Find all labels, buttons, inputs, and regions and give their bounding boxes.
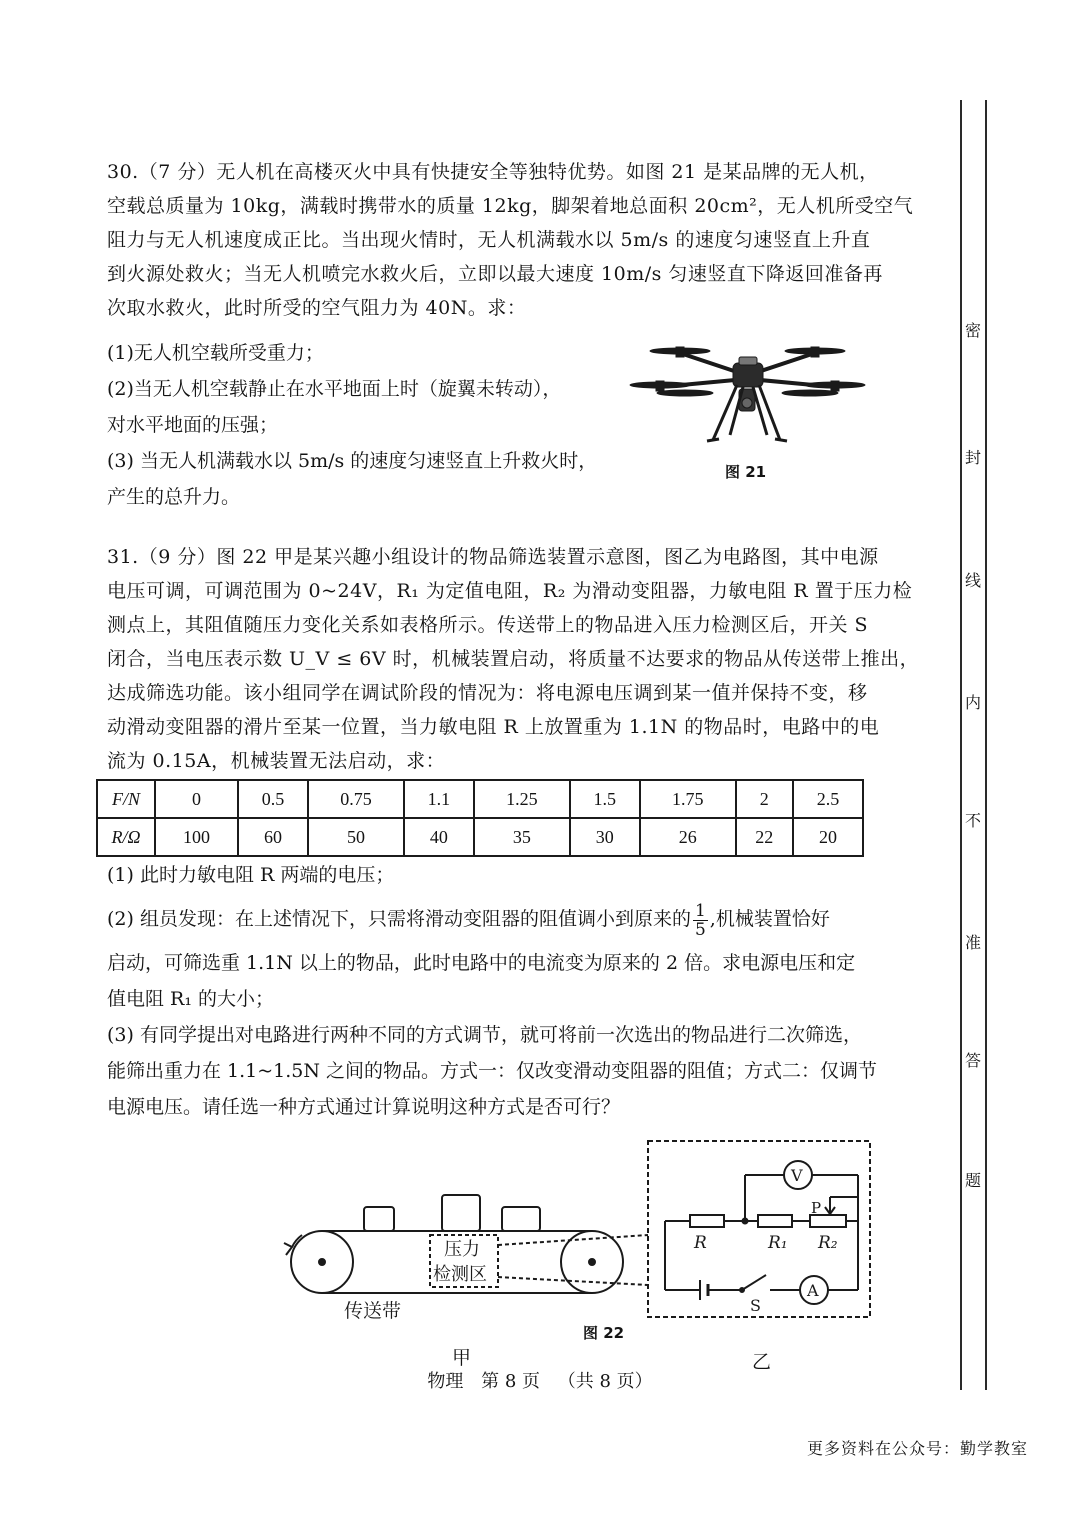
belt-label: 传送带 — [344, 1300, 402, 1322]
voltmeter-label: V — [791, 1166, 803, 1185]
text-line: (3) 当无人机满载水以 5m/s 的速度匀速竖直上升救火时， — [107, 450, 598, 472]
text-line: 阻力与无人机速度成正比。当出现火情时，无人机满载水以 5m/s 的速度匀速竖直上升直 — [107, 229, 871, 251]
text-line — [107, 893, 897, 945]
item-box — [502, 1207, 540, 1231]
resistor-R-label: R — [694, 1233, 707, 1253]
zone-label-line2: 检测区 — [433, 1264, 487, 1285]
page-footer — [0, 1367, 1080, 1393]
resistor-R1 — [758, 1215, 792, 1227]
table-cell: 20 — [793, 818, 863, 856]
fraction-denominator: 5 — [694, 919, 706, 940]
text-fragment: (2) 组员发现：在上述情况下，只需将滑动变阻器的阻值调小到原来的 — [107, 908, 691, 930]
figure-22-diagram — [270, 1135, 880, 1365]
table-cell: 35 — [474, 818, 570, 856]
figure-21-caption: 图 21 — [725, 463, 767, 481]
resistor-R — [690, 1215, 724, 1227]
table-cell: 60 — [238, 818, 308, 856]
text-line: 电源电压。请任选一种方式通过计算说明这种方式是否可行？ — [107, 1096, 621, 1118]
footer-page: 第 8 页 — [481, 1371, 540, 1392]
text-line: 31.（9 分）图 22 甲是某兴趣小组设计的物品筛选装置示意图，图乙为电路图，其中电源 — [107, 546, 879, 568]
text-line: 值电阻 R₁ 的大小； — [107, 988, 275, 1010]
table-cell: 0 — [155, 780, 238, 818]
footer-subject: 物理 — [427, 1371, 464, 1392]
table-cell: 30 — [570, 818, 640, 856]
drone-image — [625, 335, 870, 455]
binding-char: 准 — [962, 930, 984, 953]
table-cell: 2 — [736, 780, 793, 818]
figure-jia-label: 甲 — [452, 1347, 472, 1369]
table-cell: 2.5 — [793, 780, 863, 818]
text-line: 空载总质量为 10kg，满载时携带水的质量 12kg，脚架着地总面积 20cm²，无人机所受空气 — [107, 195, 914, 217]
question-30-stem — [107, 155, 914, 325]
ammeter-label: A — [807, 1281, 819, 1300]
binding-char: 不 — [962, 808, 984, 831]
table-row — [97, 818, 863, 856]
text-line: 到火源处救火；当无人机喷完水救火后，立即以最大速度 10m/s 匀速竖直下降返回准备再 — [107, 263, 883, 285]
text-line: 动滑动变阻器的滑片至某一位置，当力敏电阻 R 上放置重为 1.1N 的物品时，电路中的电 — [107, 716, 880, 738]
zone-label-line1: 压力 — [444, 1239, 480, 1260]
footer-total: （共 8 页） — [557, 1371, 653, 1392]
fraction-numerator: 1 — [694, 900, 706, 921]
text-line: 闭合，当电压表示数 U_V ≤ 6V 时，机械装置启动，将质量不达要求的物品从传送带上推出， — [107, 648, 920, 670]
table-cell: 0.75 — [308, 780, 404, 818]
slider-P-label: P — [811, 1199, 822, 1217]
table-header-cell: R/Ω — [97, 818, 155, 856]
table-header-cell: F/N — [97, 780, 155, 818]
switch-S-label: S — [750, 1296, 761, 1315]
binding-char: 答 — [962, 1048, 984, 1071]
binding-line-left — [960, 100, 962, 1390]
item-box — [442, 1195, 480, 1231]
table-cell: 100 — [155, 818, 238, 856]
fraction — [693, 902, 708, 939]
table-cell: 0.5 — [238, 780, 308, 818]
text-line: (2)当无人机空载静止在水平地面上时（旋翼未转动）， — [107, 378, 562, 400]
question-31-subquestions — [107, 857, 897, 1125]
text-line: 达成筛选功能。该小组同学在调试阶段的情况为：将电源电压调到某一值并保持不变，移 — [107, 682, 868, 704]
table-cell: 40 — [404, 818, 474, 856]
figure-22-caption: 图 22 — [583, 1324, 625, 1342]
text-line: 次取水救火，此时所受的空气阻力为 40N。求： — [107, 297, 527, 319]
table-cell: 1.1 — [404, 780, 474, 818]
text-line: 测点上，其阻值随压力变化关系如表格所示。传送带上的物品进入压力检测区后，开关 S — [107, 614, 869, 636]
text-line: 流为 0.15A，机械装置无法启动，求： — [107, 750, 446, 772]
text-line: 30.（7 分）无人机在高楼灭火中具有快捷安全等独特优势。如图 21 是某品牌的无人机， — [107, 161, 879, 183]
force-resistance-table — [96, 779, 864, 857]
binding-char: 密 — [962, 318, 984, 341]
item-box — [364, 1207, 394, 1231]
text-line: 对水平地面的压强； — [107, 414, 279, 436]
table-cell: 1.75 — [640, 780, 736, 818]
table-row — [97, 780, 863, 818]
figure-yi-label: 乙 — [752, 1351, 772, 1373]
resistor-R1-label: R₁ — [768, 1233, 788, 1253]
text-line: 启动，可筛选重 1.1N 以上的物品，此时电路中的电流变为原来的 2 倍。求电源电压和定 — [107, 952, 856, 974]
watermark-text: 更多资料在公众号：勤学教室 — [806, 1439, 1028, 1458]
question-31-stem — [107, 540, 920, 778]
table-cell: 22 — [736, 818, 793, 856]
table-cell: 1.25 — [474, 780, 570, 818]
resistor-R2-label: R₂ — [818, 1233, 838, 1253]
text-line: (1)无人机空载所受重力； — [107, 342, 324, 364]
switch-S — [742, 1275, 766, 1290]
binding-char: 线 — [962, 568, 984, 591]
table-cell: 26 — [640, 818, 736, 856]
text-line: (3) 有同学提出对电路进行两种不同的方式调节，就可将前一次选出的物品进行二次筛选， — [107, 1024, 862, 1046]
text-line: 产生的总升力。 — [107, 486, 241, 508]
question-30-subquestions — [107, 335, 607, 515]
text-fragment: ,机械装置恰好 — [709, 908, 830, 930]
table-cell: 50 — [308, 818, 404, 856]
binding-char: 题 — [962, 1168, 984, 1191]
text-line: (1) 此时力敏电阻 R 两端的电压； — [107, 864, 395, 886]
table-cell: 1.5 — [570, 780, 640, 818]
binding-char: 内 — [962, 690, 984, 713]
binding-char: 封 — [962, 445, 984, 468]
text-line: 能筛出重力在 1.1~1.5N 之间的物品。方式一：仅改变滑动变阻器的阻值；方式二：仅调节 — [107, 1060, 878, 1082]
binding-line-right — [985, 100, 987, 1390]
text-line: 电压可调，可调范围为 0~24V，R₁ 为定值电阻，R₂ 为滑动变阻器，力敏电阻 R 置于压力检 — [107, 580, 913, 602]
